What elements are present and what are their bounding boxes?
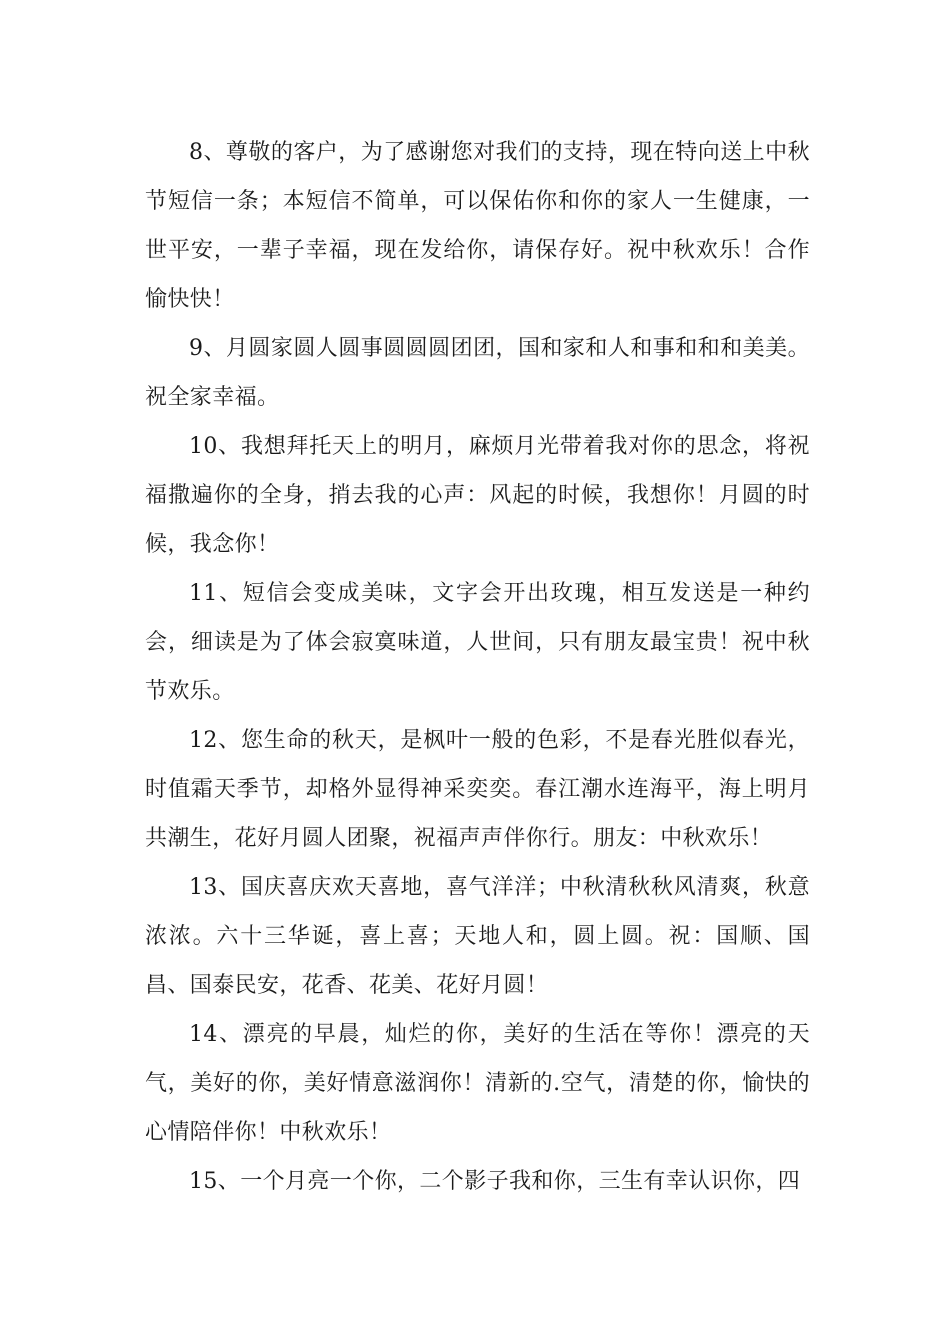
paragraph-14: 14、漂亮的早晨，灿烂的你，美好的生活在等你！漂亮的天气，美好的你，美好情意滋润你！清新的.空气，清楚的你，愉快的心情陪伴你！中秋欢乐！	[145, 1022, 810, 1145]
document-body	[145, 128, 810, 1206]
paragraph-10: 10、我想拜托天上的明月，麻烦月光带着我对你的思念，将祝福撒遍你的全身，捎去我的心声：风起的时候，我想你！月圆的时候，我念你！	[145, 434, 810, 557]
paragraph-15: 15、一个月亮一个你，二个影子我和你，三生有幸认识你，四	[189, 1169, 801, 1194]
paragraph-8: 8、尊敬的客户，为了感谢您对我们的支持，现在特向送上中秋节短信一条；本短信不简单，可以保佑你和你的家人一生健康，一世平安，一辈子幸福，现在发给你，请保存好。祝中秋欢乐！合作愉快快！	[145, 140, 810, 312]
paragraph-9: 9、月圆家圆人圆事圆圆圆团团，国和家和人和事和和和美美。祝全家幸福。	[145, 336, 810, 410]
paragraph-13: 13、国庆喜庆欢天喜地，喜气洋洋；中秋清秋秋风清爽，秋意浓浓。六十三华诞，喜上喜；天地人和，圆上圆。祝：国顺、国昌、国泰民安，花香、花美、花好月圆！	[145, 875, 810, 998]
paragraph-12: 12、您生命的秋天，是枫叶一般的色彩，不是春光胜似春光，时值霜天季节，却格外显得神采奕奕。春江潮水连海平，海上明月共潮生，花好月圆人团聚，祝福声声伴你行。朋友：中秋欢乐！	[145, 728, 810, 851]
paragraph-11: 11、短信会变成美味，文字会开出玫瑰，相互发送是一种约会，细读是为了体会寂寞味道，人世间，只有朋友最宝贵！祝中秋节欢乐。	[145, 581, 810, 704]
